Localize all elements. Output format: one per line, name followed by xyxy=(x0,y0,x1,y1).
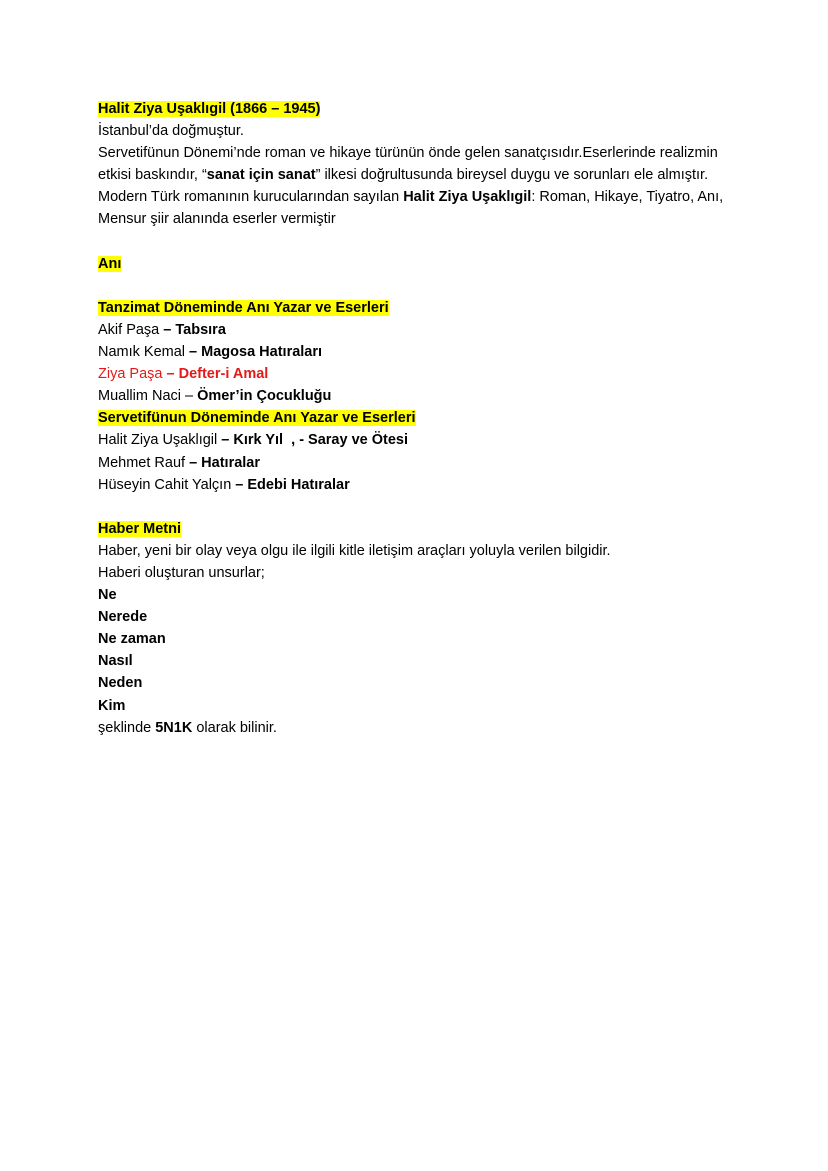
list-item xyxy=(98,341,730,363)
list-item xyxy=(98,628,730,650)
document-content xyxy=(98,98,730,739)
work-title: Kırk Yıl , - Saray ve Ötesi xyxy=(233,432,409,449)
list-item xyxy=(98,606,730,628)
bio-paragraph-2 xyxy=(98,186,730,230)
haber-intro: Haberi oluşturan unsurlar; xyxy=(98,564,265,581)
work-title: Tabsıra xyxy=(175,321,226,338)
bio-p2-bold: Halit Ziya Uşaklıgil xyxy=(403,189,532,206)
haber-closing-bold: 5N1K xyxy=(155,719,193,736)
bio-heading-line xyxy=(98,98,730,120)
work-title: Hatıralar xyxy=(201,454,261,471)
haber-closing-text-a: şeklinde xyxy=(98,719,156,736)
dash-separator: – xyxy=(162,366,179,383)
work-title: Ömer’in Çocukluğu xyxy=(197,388,332,405)
bio-p1-text-a: Servetifünun Dönemi’nde roman ve hikaye türünün önde gelen sanatçısıdır.Eserlerinde realizmin etkisi baskındır, “ xyxy=(98,145,718,184)
dash-separator: – xyxy=(159,321,176,338)
list-item xyxy=(98,319,730,341)
ani-heading-line xyxy=(98,253,730,275)
servet-heading-line xyxy=(98,407,730,429)
dash-separator: – xyxy=(185,344,202,361)
haber-closing xyxy=(98,717,730,739)
author-name: Ziya Paşa xyxy=(98,366,163,383)
author-name: Namık Kemal xyxy=(98,344,186,361)
tanzimat-heading-line xyxy=(98,297,730,319)
author-name: Muallim Naci xyxy=(98,388,181,405)
haber-heading-line xyxy=(98,518,730,540)
haber-element: Ne xyxy=(98,587,117,604)
haber-element: Neden xyxy=(98,675,143,692)
list-item xyxy=(98,452,730,474)
list-item xyxy=(98,474,730,496)
haber-element: Kim xyxy=(98,697,126,714)
bio-heading: Halit Ziya Uşaklıgil (1866 – 1945) xyxy=(98,101,321,117)
author-name: Akif Paşa xyxy=(98,321,160,338)
spacer xyxy=(98,231,730,253)
bio-p1-bold: sanat için sanat xyxy=(206,167,316,184)
list-item-highlighted-red xyxy=(98,363,730,385)
haber-element: Nerede xyxy=(98,609,148,626)
list-item xyxy=(98,672,730,694)
work-title: Defter-i Amal xyxy=(178,366,269,383)
dash-separator: – xyxy=(185,454,202,471)
haber-closing-text-b: olarak bilinir. xyxy=(192,719,277,736)
spacer xyxy=(98,496,730,518)
list-item xyxy=(98,429,730,451)
haber-element: Nasıl xyxy=(98,653,133,670)
dash-separator: – xyxy=(181,388,198,405)
bio-p2-text-a: Modern Türk romanının kurucularından sayılan xyxy=(98,189,404,206)
list-item xyxy=(98,695,730,717)
bio-p2-text-b: : Roman, Hikaye, Tiyatro, Anı, Mensur şiir alanında eserler vermiştir xyxy=(98,189,724,228)
spacer xyxy=(98,275,730,297)
work-title: Magosa Hatıraları xyxy=(201,344,323,361)
bio-born: İstanbul’da doğmuştur. xyxy=(98,123,244,140)
author-name: Halit Ziya Uşaklıgil xyxy=(98,432,218,449)
haber-heading: Haber Metni xyxy=(98,520,181,537)
dash-separator: – xyxy=(217,432,234,449)
haber-element: Ne zaman xyxy=(98,631,166,648)
servet-heading: Servetifünun Döneminde Anı Yazar ve Eserleri xyxy=(98,410,416,427)
ani-heading: Anı xyxy=(98,255,122,272)
list-item xyxy=(98,385,730,407)
bio-p1-text-b: ” ilkesi doğrultusunda bireysel duygu ve sorunları ele almıştır. xyxy=(315,167,709,184)
author-name: Mehmet Rauf xyxy=(98,454,186,471)
haber-definition: Haber, yeni bir olay veya olgu ile ilgili kitle iletişim araçları yoluyla verilen bilgidir. xyxy=(98,542,611,559)
bio-paragraph-1 xyxy=(98,142,730,186)
author-name: Hüseyin Cahit Yalçın xyxy=(98,476,232,493)
dash-separator: – xyxy=(231,476,248,493)
work-title: Edebi Hatıralar xyxy=(247,476,350,493)
list-item xyxy=(98,650,730,672)
list-item xyxy=(98,584,730,606)
tanzimat-heading: Tanzimat Döneminde Anı Yazar ve Eserleri xyxy=(98,299,389,316)
